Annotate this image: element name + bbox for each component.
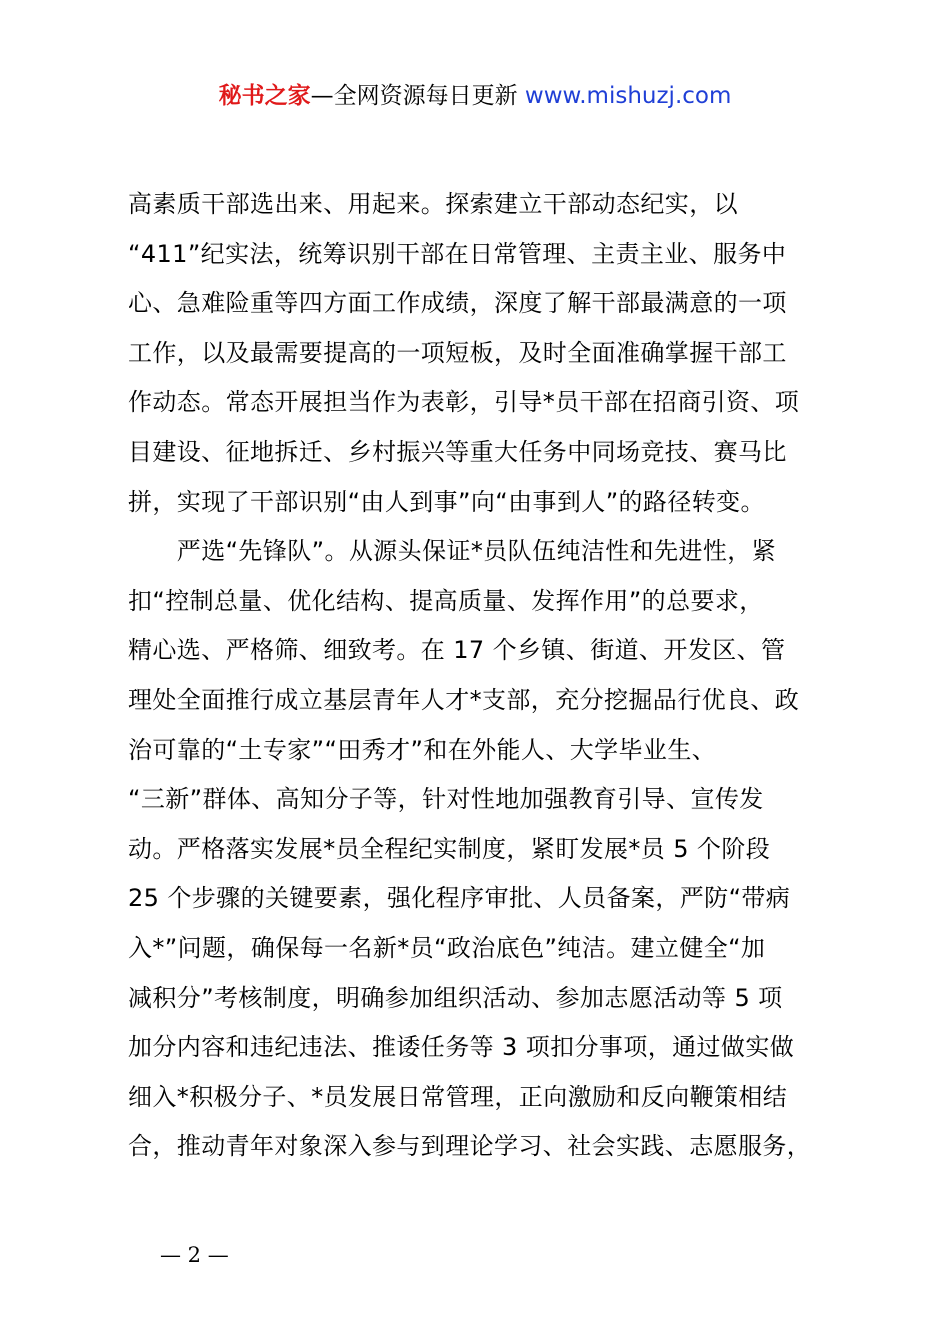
text-line: “三新”群体、高知分子等，针对性地加强教育引导、宣传发: [128, 785, 764, 814]
text-line: 作动态。常态开展担当作为表彰，引导*员干部在招商引资、项: [128, 388, 800, 417]
text-line: 动。严格落实发展*员全程纪实制度，紧盯发展*员 5 个阶段: [128, 834, 771, 863]
text-line: 精心选、严格筛、细致考。在 17 个乡镇、街道、开发区、管: [128, 636, 786, 665]
text-line: 理处全面推行成立基层青年人才*支部，充分挖掘品行优良、政: [128, 685, 800, 714]
text-line: 减积分”考核制度，明确参加组织活动、参加志愿活动等 5 项: [128, 983, 783, 1012]
page-number: — 2 —: [160, 1243, 229, 1267]
site-tagline: —全网资源每日更新: [310, 83, 518, 109]
text-line: 目建设、征地拆迁、乡村振兴等重大任务中同场竞技、赛马比: [128, 437, 787, 466]
text-line: 25 个步骤的关键要素，强化程序审批、人员备案，严防“带病: [128, 884, 791, 913]
text-line: 拼，实现了干部识别“由人到事”向“由事到人”的路径转变。: [128, 487, 765, 516]
text-line: 加分内容和违纪违法、推诿任务等 3 项扣分事项，通过做实做: [128, 1033, 795, 1062]
site-brand: 秘书之家: [218, 83, 311, 109]
text-line: 合，推动青年对象深入参与到理论学习、社会实践、志愿服务，: [128, 1132, 812, 1161]
text-line: “411”纪实法，统筹识别干部在日常管理、主责主业、服务中: [128, 239, 787, 268]
text-line: 心、急难险重等四方面工作成绩，深度了解干部最满意的一项: [128, 289, 787, 318]
site-url-link[interactable]: www.mishuzj.com: [524, 83, 732, 109]
site-header: [0, 80, 950, 112]
document-body: [128, 180, 836, 1172]
text-line: 入*”问题，确保每一名新*员“政治底色”纯洁。建立健全“加: [128, 933, 766, 962]
text-line: 治可靠的“土专家”“田秀才”和在外能人、大学毕业生、: [128, 735, 717, 764]
text-line: 严选“先锋队”。从源头保证*员队伍纯洁性和先进性，紧: [128, 537, 777, 566]
text-line: 工作，以及最需要提高的一项短板，及时全面准确掌握干部工: [128, 338, 787, 367]
text-line: 高素质干部选出来、用起来。探索建立干部动态纪实，以: [128, 190, 738, 218]
text-line: 扣“控制总量、优化结构、提高质量、发挥作用”的总要求，: [128, 586, 764, 615]
text-line: 细入*积极分子、*员发展日常管理，正向激励和反向鞭策相结: [128, 1082, 788, 1111]
